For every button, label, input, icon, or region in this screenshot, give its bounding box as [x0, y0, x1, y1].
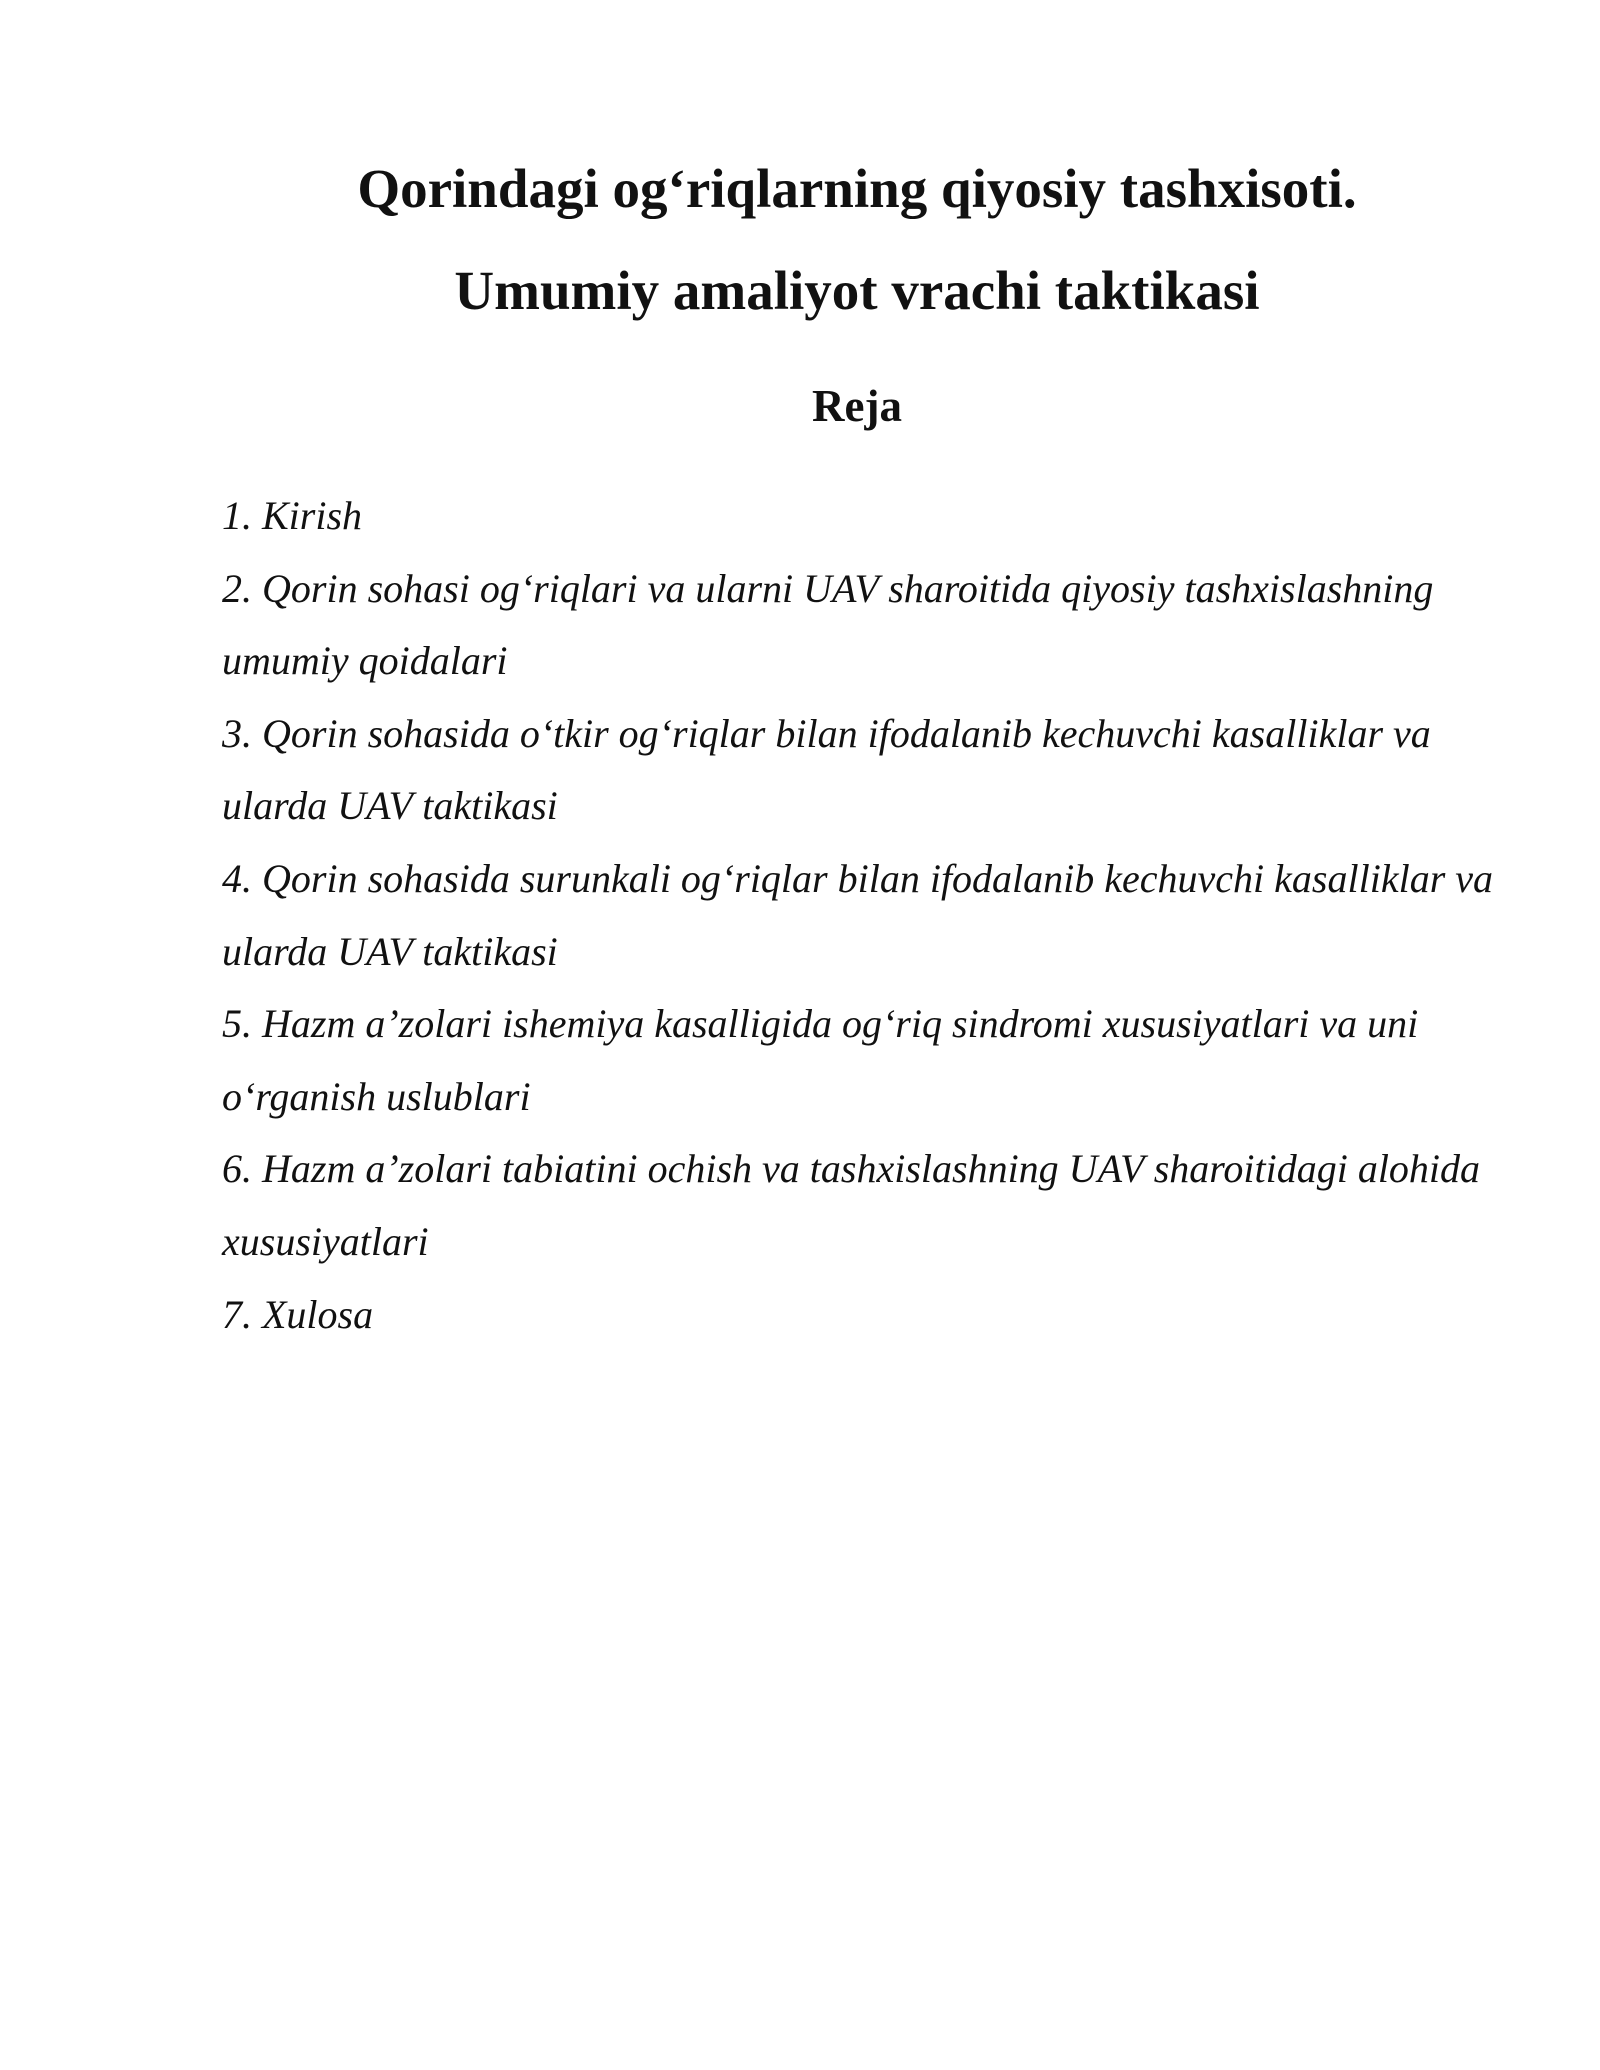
plan-item-3: 3. Qorin sohasida o‘tkir og‘riqlar bilan ifodalanib kechuvchi kasalliklar va ularda UAV taktikasi — [222, 710, 1431, 829]
plan-item-4: 4. Qorin sohasida surunkali og‘riqlar bilan ifodalanib kechuvchi kasalliklar va ularda UAV taktikasi — [222, 855, 1494, 974]
plan-heading: Reja — [812, 381, 902, 431]
plan-item-1: 1. Kirish — [222, 493, 363, 538]
title-line-1: Qorindagi og‘riqlarning qiyosiy tashxisoti. — [357, 158, 1357, 219]
plan-item-6: 6. Hazm a’zolari tabiatini ochish va tashxislashning UAV sharoitidagi alohida xususiyatlari — [222, 1146, 1481, 1264]
plan-list — [222, 480, 1512, 1351]
plan-item-5: 5. Hazm a’zolari ishemiya kasalligida og‘riq sindromi xususiyatlari va uni o‘rganish uslublari — [222, 1001, 1419, 1119]
document-title — [0, 138, 1600, 342]
plan-item-7: 7. Xulosa — [222, 1291, 374, 1337]
title-line-2: Umumiy amaliyot vrachi taktikasi — [454, 260, 1260, 321]
plan-item-2: 2. Qorin sohasi og‘riqlari va ularni UAV sharoitida qiyosiy tashxislashning umumiy qoidalari — [222, 565, 1434, 684]
